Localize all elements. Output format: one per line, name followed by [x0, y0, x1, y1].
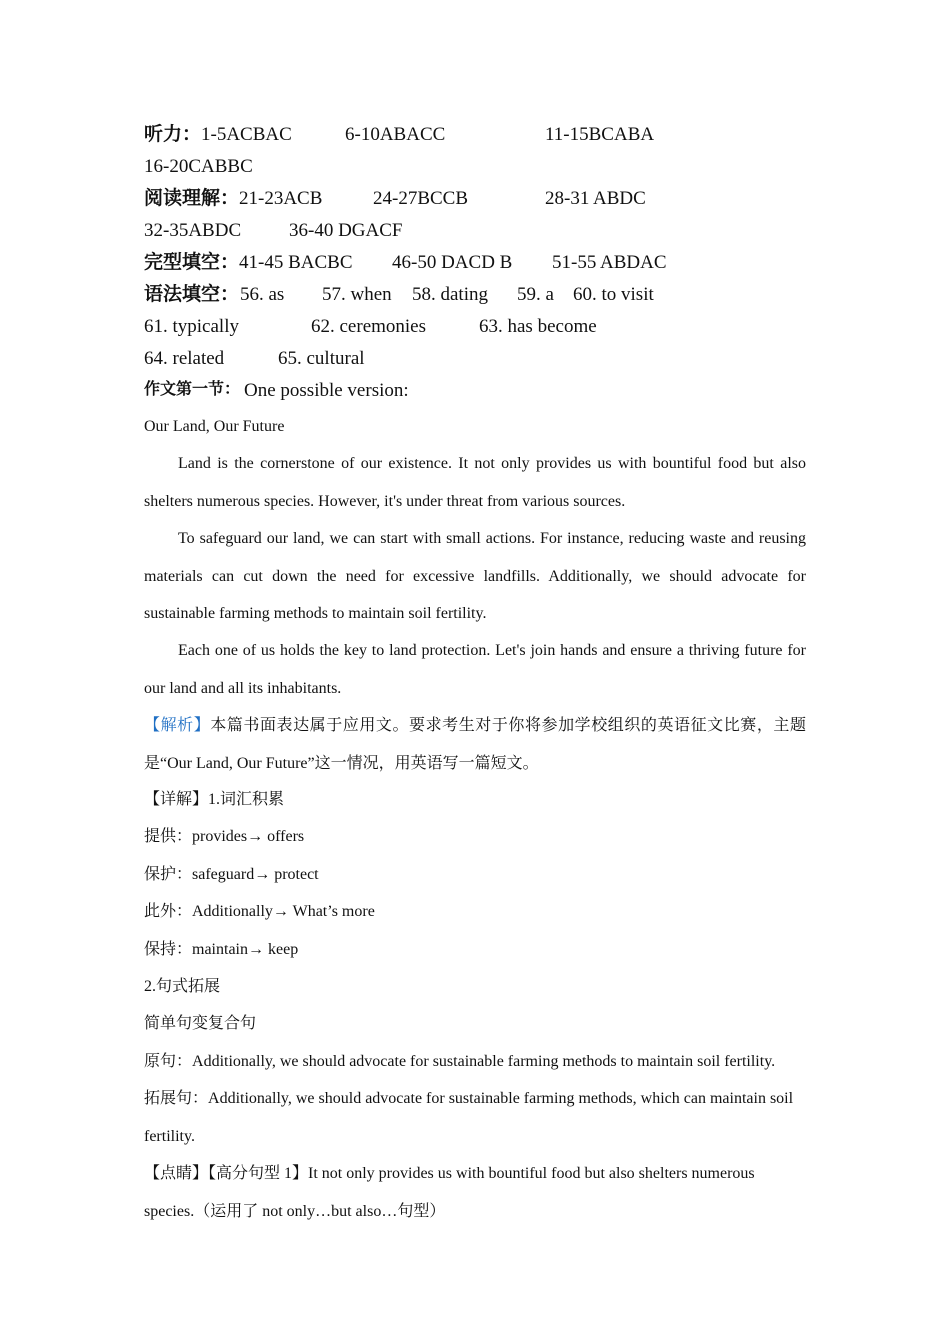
- grammar-item: 60. to visit: [573, 284, 654, 305]
- grammar-item: 56. as: [240, 284, 285, 305]
- details-tag: 【详解】: [144, 791, 209, 808]
- reading-label: 阅读理解：: [144, 188, 240, 209]
- answer-group: 41-45 BACBC: [239, 252, 353, 273]
- grammar-item: 63. has become: [479, 316, 597, 337]
- listening-label: 听力：: [144, 124, 202, 145]
- answer-group: 46-50 DACD B: [392, 252, 513, 273]
- grammar-item: 62. ceremonies: [311, 316, 427, 337]
- vocab-item: 保持：maintain→ keep: [144, 941, 299, 958]
- answer-group: 28-31 ABDC: [545, 188, 646, 209]
- vocab-item: 提供：provides→ offers: [144, 828, 305, 845]
- sentence-subheading: 简单句变复合句: [144, 1015, 257, 1032]
- grammar-item: 61. typically: [144, 316, 239, 337]
- answer-group: 32-35ABDC: [144, 220, 242, 241]
- answer-group: 24-27BCCB: [373, 188, 469, 209]
- vocab-item: 此外：Additionally→ What’s more: [144, 903, 375, 920]
- highlight-text: It not only provides us with bountiful food but also shelters numerous species.（运用了 not only…but also…句型）: [144, 1165, 755, 1220]
- expanded-sentence: [144, 1080, 806, 1155]
- essay-title: Our Land, Our Future: [144, 418, 285, 435]
- answer-group: 36-40 DGACF: [289, 220, 403, 241]
- original-label: 原句：: [144, 1053, 193, 1070]
- writing-label-suffix: One possible version:: [244, 380, 409, 401]
- analysis-tag: 【解析】: [144, 717, 211, 734]
- grammar-label: 语法填空：: [144, 284, 240, 305]
- essay-paragraph: To safeguard our land, we can start with small actions. For instance, reducing waste and reusing materials can cut down the need for excessive landfills. Additionally, we should advocate for sustainable farming methods to maintain soil fertility.: [144, 530, 806, 622]
- grammar-item: 58. dating: [412, 284, 488, 305]
- grammar-item: 59. a: [517, 284, 554, 305]
- details-heading: [144, 792, 284, 808]
- highlight-block: [144, 1155, 806, 1230]
- answer-group: 16-20CABBC: [144, 156, 253, 177]
- answer-group: 11-15BCABA: [545, 124, 655, 145]
- expanded-text: Additionally, we should advocate for sustainable farming methods, which can maintain soil fertility.: [144, 1090, 794, 1145]
- original-sentence: [144, 1054, 775, 1070]
- expanded-label: 拓展句：: [144, 1090, 209, 1107]
- highlight-tag: 【点睛】【高分句型 1】: [144, 1165, 309, 1182]
- analysis-block: [144, 707, 806, 782]
- vocab-item: 保护：safeguard→ protect: [144, 866, 319, 883]
- writing-label: 作文第一节：: [144, 381, 241, 398]
- vocab-heading: 1.词汇积累: [208, 791, 285, 808]
- answer-group: 51-55 ABDAC: [552, 252, 667, 273]
- grammar-item: 64. related: [144, 348, 225, 369]
- grammar-item: 65. cultural: [278, 348, 365, 369]
- answer-group: 21-23ACB: [239, 188, 323, 209]
- cloze-label: 完型填空：: [144, 252, 240, 273]
- original-text: Additionally, we should advocate for sustainable farming methods to maintain soil fertility.: [192, 1053, 776, 1070]
- essay-paragraph: Land is the cornerstone of our existence. It not only provides us with bountiful food but also shelters numerous species. However, it's under threat from various sources.: [144, 455, 806, 510]
- analysis-text: 本篇书面表达属于应用文。要求考生对于你将参加学校组织的英语征文比赛，主题是“Our Land, Our Future”这一情况，用英语写一篇短文。: [144, 717, 806, 772]
- answer-group: 1-5ACBAC: [201, 124, 292, 145]
- sentence-heading: 2.句式拓展: [144, 978, 221, 995]
- essay-paragraph: Each one of us holds the key to land protection. Let's join hands and ensure a thriving future for our land and all its inhabitants.: [144, 642, 806, 697]
- grammar-item: 57. when: [322, 284, 392, 305]
- answer-group: 6-10ABACC: [345, 124, 446, 145]
